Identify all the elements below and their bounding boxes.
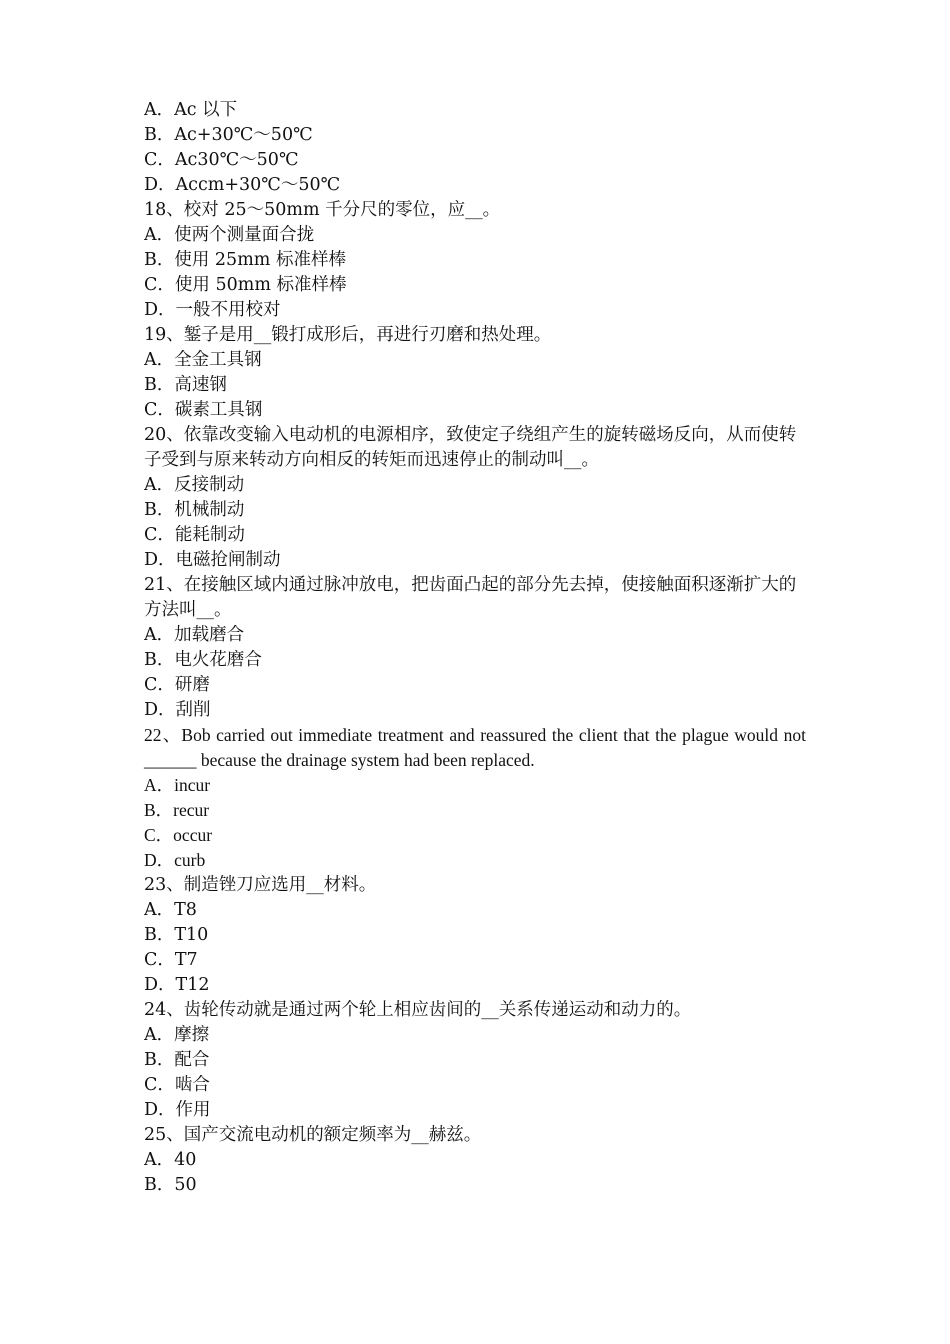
question-text: 24、齿轮传动就是通过两个轮上相应齿间的__关系传递运动和动力的。 [144, 1000, 692, 1020]
option-text: C．能耗制动 [144, 525, 245, 545]
option-text: B．T10 [144, 925, 209, 945]
option-text: B．使用 25mm 标准样棒 [144, 250, 346, 270]
option-text: B．高速钢 [144, 375, 227, 395]
question-text: 18、校对 25～50mm 千分尺的零位，应__。 [144, 200, 501, 220]
option-text: A．Ac 以下 [144, 100, 238, 120]
option-text: D．刮削 [144, 700, 211, 720]
option-text: B．recur [144, 800, 210, 820]
option-text: C．研磨 [144, 675, 210, 695]
option-text: A．40 [144, 1150, 197, 1170]
option-text: D．一般不用校对 [144, 300, 281, 320]
option-text: A．加载磨合 [144, 625, 245, 645]
option-text: A．反接制动 [144, 475, 245, 495]
question-text: 21、在接触区域内通过脉冲放电，把齿面凸起的部分先去掉，使接触面积逐渐扩大的方法叫__。 [144, 575, 797, 620]
option-text: A．全金工具钢 [144, 350, 262, 370]
option-text: A．摩擦 [144, 1025, 210, 1045]
option-text: C．occur [144, 825, 213, 845]
option-text: B．电火花磨合 [144, 650, 262, 670]
option-text: B．50 [144, 1175, 197, 1195]
option-text: A．incur [144, 775, 211, 795]
option-text: C．Ac30℃～50℃ [144, 150, 299, 170]
option-text: D．Accm+30℃～50℃ [144, 175, 341, 195]
option-text: B．Ac+30℃～50℃ [144, 125, 313, 145]
question-text: 23、制造锉刀应选用__材料。 [144, 875, 377, 895]
question-text: 19、錾子是用__锻打成形后，再进行刃磨和热处理。 [144, 325, 552, 345]
option-text: B．机械制动 [144, 500, 245, 520]
option-text: C．啮合 [144, 1075, 210, 1095]
option-text: B．配合 [144, 1050, 210, 1070]
option-text: C．使用 50mm 标准样棒 [144, 275, 347, 295]
option-text: D．curb [144, 850, 206, 870]
option-text: A．T8 [144, 900, 197, 920]
option-text: C．碳素工具钢 [144, 400, 263, 420]
question-text: 20、依靠改变输入电动机的电源相序，致使定子绕组产生的旋转磁场反向，从而使转子受到与原来转动方向相反的转矩而迅速停止的制动叫__。 [144, 425, 797, 470]
question-text: 25、国产交流电动机的额定频率为__赫兹。 [144, 1125, 482, 1145]
document-page [144, 98, 806, 1198]
option-text: D．作用 [144, 1100, 211, 1120]
option-text: D．电磁抢闸制动 [144, 550, 281, 570]
option-text: D．T12 [144, 975, 210, 995]
option-text: A．使两个测量面合拢 [144, 225, 315, 245]
option-text: C．T7 [144, 950, 198, 970]
question-text: 22、Bob carried out immediate treatment and reassured the client that the plague would not ______ because the drainage system had been replaced. [144, 725, 806, 770]
